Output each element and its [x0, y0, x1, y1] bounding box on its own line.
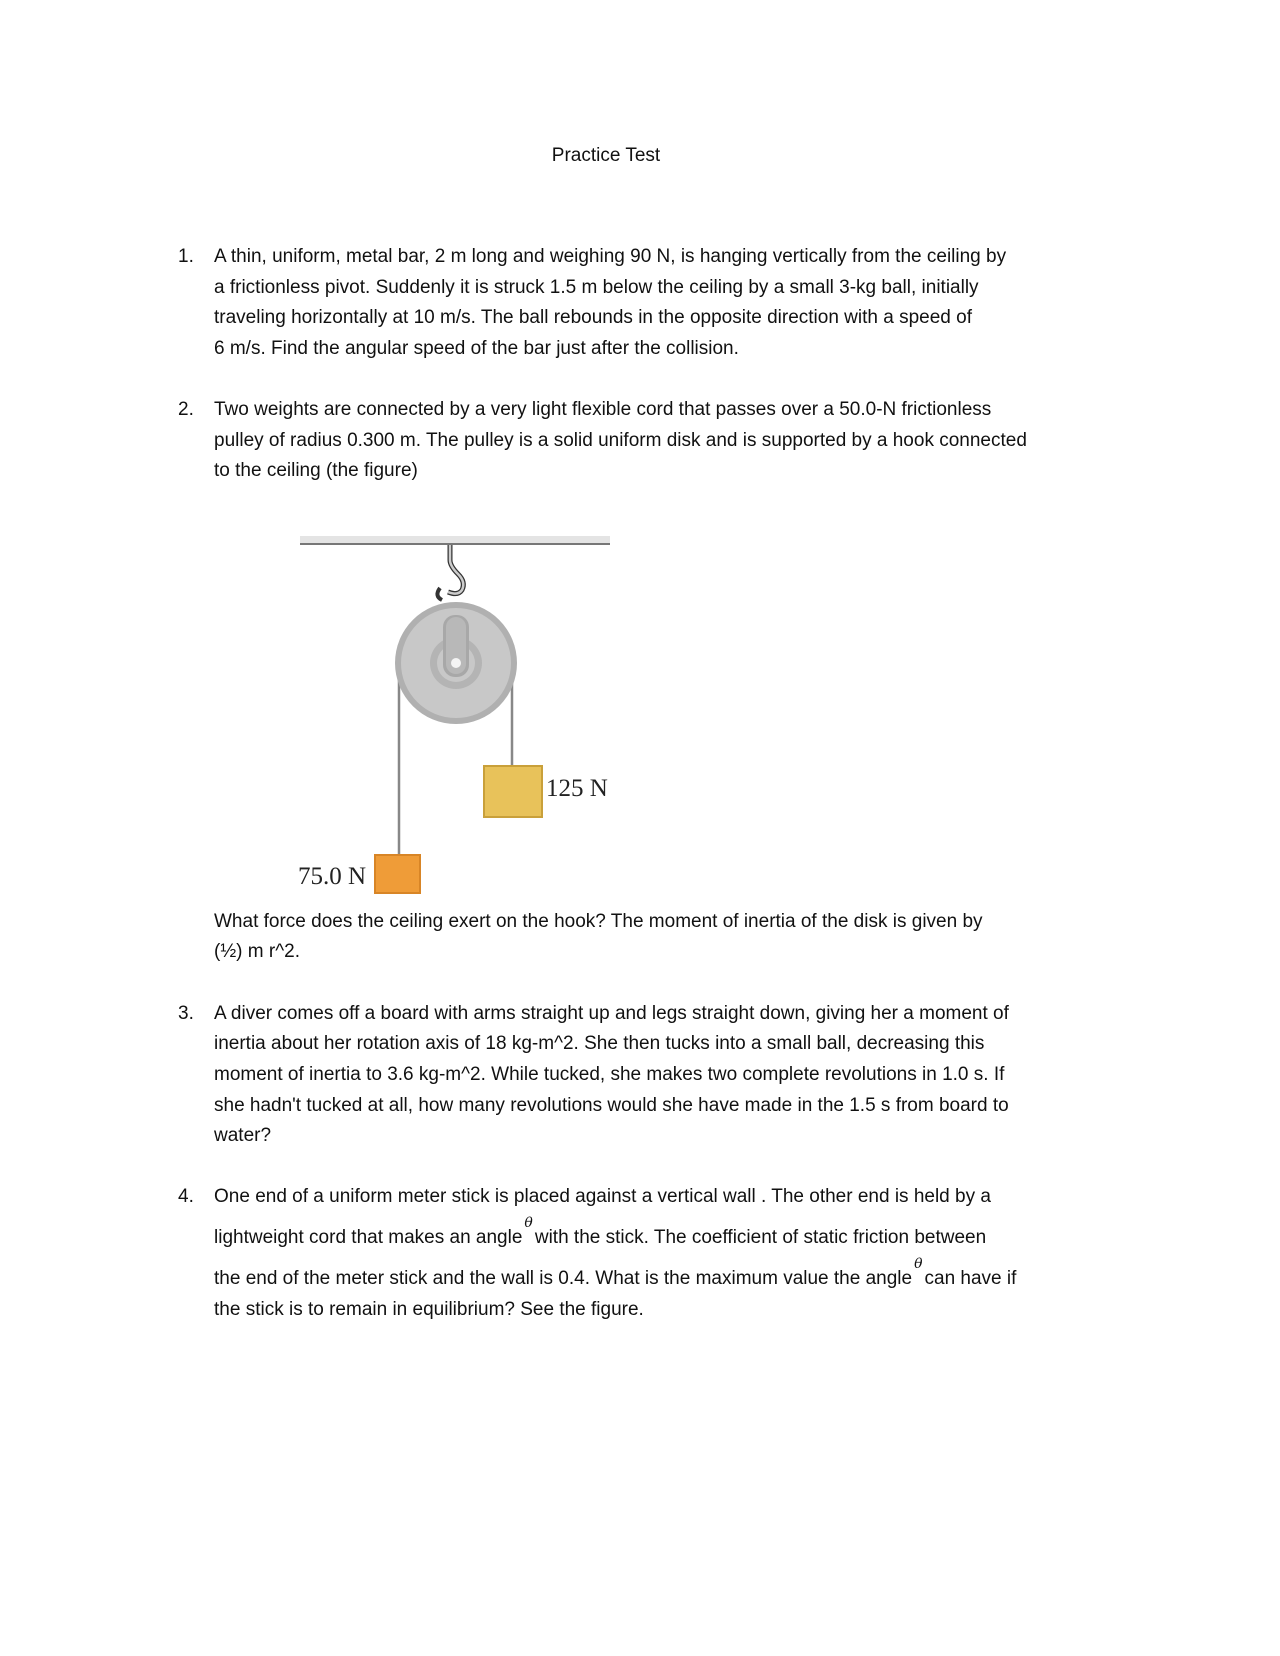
text: the end of the meter stick and the wall is 0.4. What is the maximum value the angle: [214, 1268, 913, 1289]
label-75n: 75.0 N: [298, 863, 367, 890]
question-1-line: a frictionless pivot. Suddenly it is struck 1.5 m below the ceiling by a small 3-kg ball, initially: [214, 277, 979, 298]
theta-symbol: θ: [524, 1215, 533, 1231]
question-number: 2.: [178, 399, 194, 420]
text: can have if: [924, 1268, 1017, 1289]
page-title: Practice Test: [551, 145, 661, 166]
heavy-block: [484, 766, 542, 817]
question-1-line: traveling horizontally at 10 m/s. The ball rebounds in the opposite direction with a speed of: [214, 307, 972, 328]
question-3-line: moment of inertia to 3.6 kg-m^2. While tucked, she makes two complete revolutions in 1.0 s. If: [214, 1064, 1005, 1085]
question-3-line: inertia about her rotation axis of 18 kg-m^2. She then tucks into a small ball, decreasing this: [214, 1033, 985, 1054]
question-2-line: pulley of radius 0.300 m. The pulley is a solid uniform disk and is supported by a hook connected: [214, 430, 1027, 451]
question-4-line: One end of a uniform meter stick is placed against a vertical wall . The other end is held by a: [214, 1186, 991, 1207]
question-2-line: to the ceiling (the figure): [214, 460, 418, 481]
question-number: 4.: [178, 1186, 194, 1207]
question-2-line: What force does the ceiling exert on the hook? The moment of inertia of the disk is given by: [214, 911, 983, 932]
question-3-line: she hadn't tucked at all, how many revolutions would she have made in the 1.5 s from board to: [214, 1095, 1009, 1116]
question-4-line: the stick is to remain in equilibrium? See the figure.: [214, 1299, 644, 1320]
question-3-line: A diver comes off a board with arms straight up and legs straight down, giving her a moment of: [214, 1003, 1009, 1024]
light-block: [375, 855, 420, 893]
question-4-line: [214, 1256, 1017, 1290]
text: with the stick. The coefficient of static friction between: [534, 1227, 987, 1248]
label-125n: 125 N: [546, 775, 608, 802]
theta-symbol: θ: [914, 1256, 923, 1272]
question-3-line: water?: [214, 1125, 272, 1146]
text: lightweight cord that makes an angle: [214, 1227, 523, 1248]
question-1-line: 6 m/s. Find the angular speed of the bar just after the collision.: [214, 338, 739, 359]
question-2-line: Two weights are connected by a very light flexible cord that passes over a 50.0-N frictionless: [214, 399, 992, 420]
question-number: 3.: [178, 1003, 194, 1024]
question-2-line: (½) m r^2.: [214, 941, 300, 962]
question-1-line: A thin, uniform, metal bar, 2 m long and weighing 90 N, is hanging vertically from the ceiling by: [214, 246, 1007, 267]
question-number: 1.: [178, 246, 194, 267]
question-4-line: [214, 1215, 987, 1249]
